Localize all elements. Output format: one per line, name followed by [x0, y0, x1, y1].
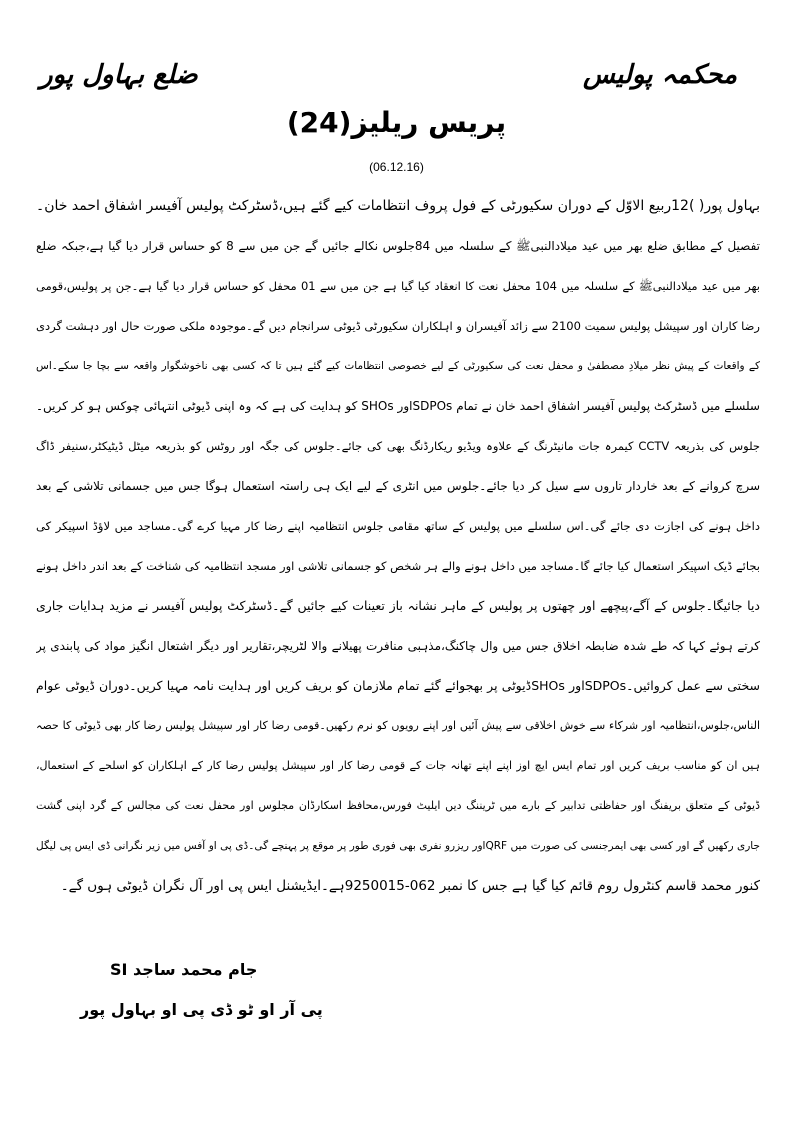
body-line: ڈیوٹی کے متعلق بریفنگ اور حفاظتی تدابیر کے بارے میں ٹریننگ دیں ایلیٹ فورس،محافظ اسکارڈان مجلوس اور محفل نعت کی مجالس کے گرد اپنی گشت [36, 799, 760, 812]
body-line: کرتے ہوئے کہا کہ طے شدہ ضابطہ اخلاق جس میں وال چاکنگ،مذہبی منافرت پھیلانے والا لٹریچر،تقاریر اور دیگر اشتعال انگیز مواد کی پابندی پر [36, 639, 760, 653]
district-heading: ضلع بہاول پور [40, 60, 198, 90]
body-line: سرچ کروانے کے بعد خاردار تاروں سے سیل کر دیا جائے۔جلوس میں انٹری کے لیے ایک ہی راستہ استعمال ہوگا جس میں جسمانی تلاشی کے بعد [36, 479, 760, 493]
body-line: ہیں ان کو مناسب بریف کریں اور تمام ایس ایچ اوز اپنے اپنے تھانہ جات کے قومی رضا کار اور سپیشل پولیس رضا کار کے اہلکاران کو اسلحے کے استعمال، [36, 759, 760, 772]
press-release-title: پریس ریلیز(24) [286, 106, 507, 139]
body-line: سلسلے میں ڈسٹرکٹ پولیس آفیسر اشفاق احمد خان نے تمام SDPOsاور SHOs کو ہدایت کی ہے کہ وہ اپنی ڈیوٹی انتہائی چوکس ہو کر کریں۔ [36, 399, 760, 413]
body-line: دیا جائیگا۔جلوس کے آگے،پیچھے اور چھتوں پر پولیس کے ماہر نشانہ باز تعینات کیے جائیں گے۔ڈسٹرکٹ پولیس آفیسر نے مزید ہدایات جاری [36, 598, 760, 613]
body-line: داخل ہونے کی اجازت دی جائے گی۔اس سلسلے میں پولیس کے ساتھ مقامی جلوس انتظامیہ اپنے رضا کار مہیا کرے گی۔مساجد میں لاؤڈ اسپیکر کی [36, 519, 760, 533]
body-line: بہاول پور( )12ربیع الاوّل کے دوران سکیورٹی کے فول پروف انتظامات کیے گئے ہیں،ڈسٹرکٹ پولیس آفیسر اشفاق احمد خان۔ [36, 198, 760, 214]
department-heading: محکمہ پولیس [583, 60, 737, 90]
body-line: کنور محمد قاسم کنٹرول روم قائم کیا گیا ہے جس کا نمبر 062-9250015ہے۔ایڈیشنل ایس پی اور آل نگران ڈیوٹی ہوں گے۔ [60, 878, 760, 894]
body-line: جلوس کی بذریعہ CCTV کیمرہ جات مانیٹرنگ کے علاوہ ویڈیو ریکارڈنگ بھی کی جائے۔جلوس کی جگہ اور روٹس کو بذریعہ میٹل ڈیٹیکٹر،سنیفر ڈاگ [36, 439, 760, 453]
release-date: (06.12.16) [369, 160, 424, 174]
body-line: سختی سے عمل کروائیں۔SDPOsاور SHOsڈیوٹی پر بھجوائے گئے تمام ملازمان کو بریف کریں اور ہدایت نامہ مہیا کریں۔دوران ڈیوٹی عوام [36, 678, 760, 693]
body-line: تفصیل کے مطابق ضلع بھر میں عید میلادالنبیﷺ کے سلسلہ میں 84جلوس نکالے جائیں گے جن میں سے 8 کو حساس قرار دیا گیا ہے،جبکہ ضلع [36, 239, 760, 253]
signature-office: پی آر او ٹو ڈی پی او بہاول پور [80, 1000, 323, 1019]
body-line: بجائے ڈیک اسپیکر استعمال کیا جائے گا۔مساجد میں داخل ہونے والے ہر شخص کو جسمانی تلاشی اور مسجد انتظامیہ کی شناخت کے بعد اندر داخل ہونے [36, 559, 760, 573]
body-line: الناس،جلوس،انتظامیہ اور شرکاء سے خوش اخلاقی سے پیش آئیں اور اپنے رویوں کو نرم رکھیں۔قومی رضا کار اور سپیشل پولیس رضا کار بھی ڈیوٹی کا حصہ [36, 719, 760, 732]
body-line: بھر میں عید میلادالنبیﷺ کے سلسلہ میں 104 محفل نعت کا انعقاد کیا گیا ہے جن میں سے 01 محفل کو حساس قرار دیا گیا ہے۔جن پر پولیس،قومی [36, 279, 760, 293]
body-line: کے واقعات کے پیش نظر میلادِ مصطفیٰ و محفل نعت کی سکیورٹی کے لیے خصوصی انتظامات کیے گئے ہیں تا کہ کسی بھی ناخوشگوار واقعہ سے بچا جا سکے۔اس [36, 360, 760, 372]
release-body [36, 186, 760, 906]
body-line: جاری رکھیں گے اور کسی بھی ایمرجنسی کی صورت میں QRFاور ریزرو نفری بھی فوری طور پر موقع پر پہنچے گی۔ڈی پی او آفس میں زیر نگرانی ڈی ایس پی لیگل [36, 840, 760, 852]
body-line: رضا کاران اور سپیشل پولیس سمیت 2100 سے زائد آفیسران و اہلکاران سکیورٹی ڈیوٹی سرانجام دیں گے۔موجودہ ملکی صورت حال اور دہشت گردی [36, 319, 760, 333]
signature-name: جام محمد ساجد SI [110, 960, 258, 979]
